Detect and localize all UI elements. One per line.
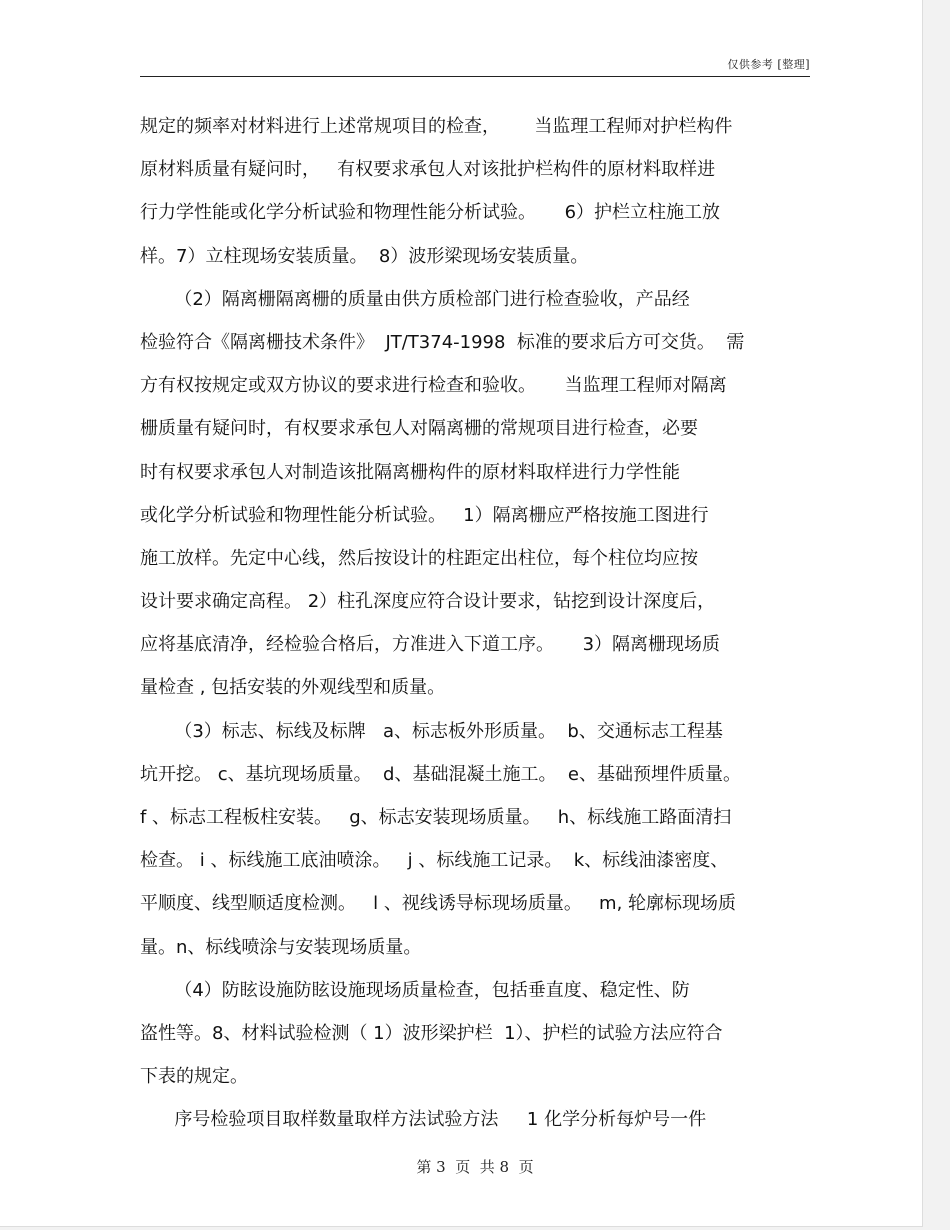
body-line: 栅质量有疑问时，有权要求承包人对隔离栅的常规项目进行检查，必要 (140, 418, 698, 440)
body-line: 检查。 i 、标线施工底油喷涂。 j 、标线施工记录。 k、标线油漆密度、 (140, 850, 729, 872)
body-line: f 、标志工程板柱安装。 g、标志安装现场质量。 h、标线施工路面清扫 (140, 807, 732, 828)
body-line: 时有权要求承包人对制造该批隔离栅构件的原材料取样进行力学性能 (140, 461, 680, 483)
body-line: 原材料质量有疑问时， 有权要求承包人对该批护栏构件的原材料取样进 (140, 159, 716, 181)
body-line: 规定的频率对材料进行上述常规项目的检查， 当监理工程师对护栏构件 (140, 116, 733, 137)
body-line: （3）标志、标线及标牌 a、标志板外形质量。 b、交通标志工程基 (140, 720, 723, 742)
header-note: 仅供参考 [整理] (727, 58, 810, 71)
body-line: 下表的规定。 (140, 1066, 248, 1088)
body-line: 设计要求确定高程。 2）柱孔深度应符合设计要求，钻挖到设计深度后， (140, 591, 716, 613)
body-line: 量检查 , 包括安装的外观线型和质量。 (140, 677, 446, 699)
body-line: 施工放样。先定中心线，然后按设计的柱距定出柱位，每个柱位均应按 (140, 547, 698, 569)
body-line: （2）隔离栅隔离栅的质量由供方质检部门进行检查验收，产品经 (140, 288, 690, 310)
page-number: 第 3 页 共 8 页 (416, 1158, 534, 1176)
body-line: 样。7）立柱现场安装质量。 8）波形梁现场安装质量。 (140, 245, 589, 267)
body-line: 序号检验项目取样数量取样方法试验方法 1 化学分析每炉号一件 (140, 1109, 707, 1131)
body-line: 平顺度、线型顺适度检测。 l 、视线诱导标现场质量。 m, 轮廓标现场质 (140, 893, 737, 915)
body-line: 应将基底清净，经检验合格后，方准进入下道工序。 3）隔离栅现场质 (140, 634, 721, 656)
body-line: （4）防眩设施防眩设施现场质量检查，包括垂直度、稳定性、防 (140, 979, 690, 1001)
header-rule (140, 76, 810, 77)
body-line: 检验符合《隔离栅技术条件》 JT/T374-1998 标准的要求后方可交货。 需 (140, 331, 745, 353)
body-line: 或化学分析试验和物理性能分析试验。 1）隔离栅应严格按施工图进行 (140, 504, 709, 526)
body-line: 方有权按规定或双方协议的要求进行检查和验收。 当监理工程师对隔离 (140, 375, 727, 397)
body-text (140, 105, 820, 1142)
body-line: 坑开挖。 c、基坑现场质量。 d、基础混凝土施工。 e、基础预埋件质量。 (140, 763, 742, 785)
body-line: 盗性等。8、材料试验检测（ 1）波形梁护栏 1）、护栏的试验方法应符合 (140, 1022, 723, 1044)
body-line: 量。n、标线喷涂与安装现场质量。 (140, 936, 422, 958)
body-line: 行力学性能或化学分析试验和物理性能分析试验。 6）护栏立柱施工放 (140, 202, 721, 224)
